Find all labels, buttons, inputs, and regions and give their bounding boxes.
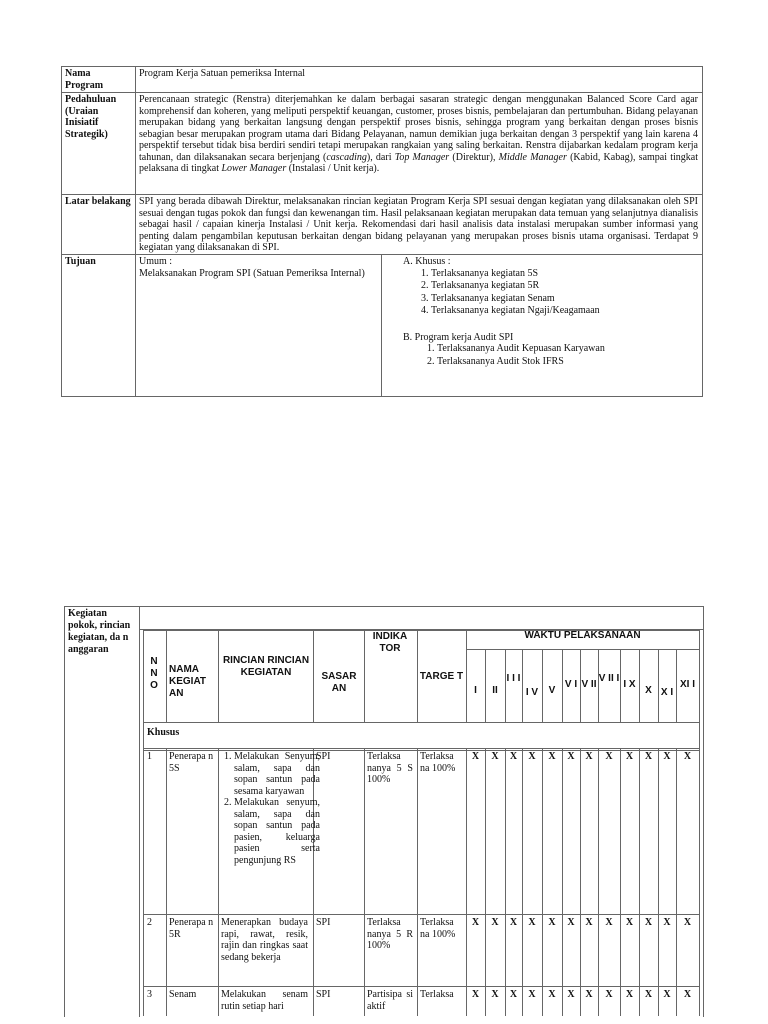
row-target: Terlaksa (420, 989, 454, 1000)
list-item: 1. Terlaksananya Audit Kepuasan Karyawan (437, 343, 693, 356)
month-mark: X (471, 751, 480, 762)
column-divider (676, 748, 677, 1016)
month-mark: X (509, 989, 518, 1000)
row-no: 3 (147, 989, 152, 1000)
row-divider (143, 722, 699, 723)
column-divider (505, 748, 506, 1016)
header-sasaran: SASAR AN (321, 671, 357, 694)
column-divider (218, 748, 219, 1016)
column-divider (218, 630, 219, 722)
month-mark: X (585, 917, 593, 928)
list-item: 3. Terlaksananya kegiatan Senam (431, 293, 693, 306)
nama-program-label: Nama Program (65, 68, 104, 91)
month-header: I I I (506, 673, 521, 684)
row-nama: Penerapa n 5S (169, 751, 214, 774)
list-item: 1. Melakukan Senyum, salam, sapa dan sopan santun pada sesama karyawan (234, 751, 320, 797)
row-indikator: Terlaksa nanya 5 S 100% (367, 751, 413, 785)
column-divider (542, 748, 543, 1016)
month-mark: X (605, 751, 613, 762)
month-mark: X (509, 751, 518, 762)
month-mark: X (491, 989, 499, 1000)
row-indikator: Terlaksa nanya 5 R 100% (367, 917, 413, 951)
row-target: Terlaksa na 100% (420, 917, 456, 940)
row-rincian: Melakukan senam rutin setiap hari (221, 989, 308, 1012)
month-mark: X (509, 917, 518, 928)
row-no: 2 (147, 917, 152, 928)
column-divider (364, 630, 365, 722)
column-divider (485, 748, 486, 1016)
header-target: TARGE T (419, 671, 464, 682)
khusus-a-label: A. Khusus : (403, 256, 451, 267)
header-indikator: INDIKA TOR (372, 631, 408, 654)
row-rincian: Menerapkan budaya rapi, rawat, resik, rajin dan ringkas saat sedang bekerja (221, 917, 308, 963)
khusus-b-label: B. Program kerja Audit SPI (403, 331, 514, 343)
column-divider (313, 630, 314, 722)
nama-program-value: Program Kerja Satuan pemeriksa Internal (139, 68, 306, 79)
month-mark: X (625, 989, 634, 1000)
month-header: V II I (598, 673, 620, 684)
month-header: I X (623, 679, 636, 690)
column-divider (143, 630, 144, 1016)
month-mark: X (625, 751, 634, 762)
month-header: V II (581, 679, 597, 690)
side-label: Kegiatan pokok, rincian kegiatan, da n anggaran (68, 608, 131, 655)
row-divider (143, 986, 699, 987)
month-mark: X (548, 989, 556, 1000)
column-divider (381, 254, 382, 396)
column-divider (699, 630, 700, 1016)
column-divider (598, 649, 599, 722)
list-item: 2. Terlaksananya kegiatan 5R (431, 280, 693, 293)
header-nama: NAMA KEGIAT AN (169, 664, 207, 699)
latar-belakang-label: Latar belakang (65, 196, 131, 207)
month-header: X (645, 685, 652, 696)
month-mark: X (644, 751, 653, 762)
khusus-b-list (403, 343, 693, 368)
month-mark: X (605, 917, 613, 928)
month-header: II (492, 685, 498, 696)
row-no: 1 (147, 751, 152, 762)
month-mark: X (644, 989, 653, 1000)
column-divider (135, 67, 136, 396)
column-divider (562, 748, 563, 1016)
month-mark: X (683, 751, 692, 762)
month-mark: X (663, 917, 671, 928)
month-mark: X (471, 989, 480, 1000)
row-sasaran: SPI (316, 917, 331, 928)
list-item: 2. Melakukan senyum, salam, sapa dan sopan santun pada pasien, keluarga pasien serta pengunjung RS (234, 797, 320, 866)
row-nama: Penerapa n 5R (169, 917, 214, 940)
header-waktu: WAKTU PELAKSANAAN (524, 630, 641, 641)
column-divider (598, 748, 599, 1016)
column-divider (364, 748, 365, 1016)
row-divider (62, 194, 702, 195)
month-mark: X (567, 751, 575, 762)
month-mark: X (567, 989, 575, 1000)
month-mark: X (663, 989, 671, 1000)
month-header: I V (525, 687, 539, 698)
month-mark: X (683, 989, 692, 1000)
column-divider (639, 748, 640, 1016)
header-rincian: RINCIAN RINCIAN KEGIATAN (222, 655, 310, 678)
month-mark: X (528, 989, 536, 1000)
month-mark: X (585, 989, 593, 1000)
row-divider (62, 254, 702, 255)
column-divider (658, 748, 659, 1016)
pendahuluan-label: Pedahuluan (Uraian Inisiatif Strategik) (65, 94, 117, 140)
month-mark: X (683, 917, 692, 928)
column-divider (522, 748, 523, 1016)
list-item: 2. Terlaksananya Audit Stok IFRS (437, 356, 693, 369)
month-mark: X (644, 917, 653, 928)
month-header: V (548, 685, 556, 696)
month-header: XI I (679, 679, 695, 690)
row-rincian-list (222, 751, 320, 866)
column-divider (417, 630, 418, 722)
month-header: V I (564, 679, 578, 690)
column-divider (166, 748, 167, 1016)
column-divider (466, 630, 467, 722)
khusus-a-list (403, 268, 693, 318)
column-divider (139, 607, 140, 1017)
row-sasaran: SPI (316, 751, 331, 762)
month-mark: X (471, 917, 480, 928)
column-divider (522, 649, 523, 722)
column-divider (466, 748, 467, 1016)
program-table (61, 66, 703, 397)
tujuan-label: Tujuan (65, 256, 96, 267)
column-divider (417, 748, 418, 1016)
row-nama: Senam (169, 989, 197, 1000)
latar-belakang-text: SPI yang berada dibawah Direktur, melaksanakan rincian kegiatan Program Kerja SPI sesuai dengan kegiatan yang dilaksanakan oleh SPI sesuai dengan tugas pokok dan fungsi dan kewenangan tim. Hasil pelaksanaan kegiatan merupakan data temuan yang selanjutnya dianalisis sebagai hasil / capaian kinerja Instalasi / Unit kerja. Rekomendasi dari hasil analisis data instalasi merupakan sumber informasi yang penting dalam pengambilan keputusan berkaitan dengan bidang pelayanan yang merupakan proses bisnis utama organisasi. Terdapat 9 kegiatan yang dilaksanakan di SPI. (139, 196, 698, 253)
tujuan-umum (139, 256, 375, 279)
month-mark: X (663, 751, 671, 762)
tujuan-khusus (403, 256, 693, 368)
pendahuluan-text: Perencanaan strategic (Renstra) diterjemahkan ke dalam berbagai sasaran strategic dengan menggunakan Balanced Score Card agar komprehensif dan koheren, yang meliputi perspektif keuangan, customer, proses bisnis, pembelajaran dan pertumbuhan. Bidang pelayanan merupakan bidang yang berkaitan langsung dengan perspektif proses bisnis, sehingga program yang berkaitan dengan proses bisnis sebagian besar merupakan program utama dari Bidang Pelayanan, namun demikian juga berkaitan dengan 3 perspektif yang lain karena 4 perspektif tersebut tidak bisa berdiri sendiri tetapi merupakan rangkaian yang saling berkaitan. Renstra dijabarkan kedalam program kerja tahunan, dan dilaksanakan secara berjenjang (cascading), dari Top Manager (Direktur), Middle Manager (Kabid, Kabag), sampai tingkat pelaksana di tingkat Lower Manager (Instalasi / Unit kerja). (139, 94, 698, 174)
month-mark: X (528, 751, 536, 762)
month-mark: X (528, 917, 536, 928)
month-mark: X (605, 989, 613, 1000)
column-divider (620, 748, 621, 1016)
umum-label: Umum : (139, 256, 173, 267)
column-divider (505, 649, 506, 722)
month-mark: X (567, 917, 575, 928)
row-indikator: Partisipa si aktif (367, 989, 413, 1012)
column-divider (658, 649, 659, 722)
month-mark: X (491, 751, 499, 762)
list-item: 1. Terlaksananya kegiatan 5S (431, 268, 693, 281)
month-header: X I (660, 687, 674, 698)
row-divider (62, 92, 702, 93)
list-item: 4. Terlaksananya kegiatan Ngaji/Keagamaan (431, 305, 693, 318)
section-khusus: Khusus (147, 727, 180, 738)
row-divider (466, 649, 699, 650)
month-mark: X (491, 917, 499, 928)
header-no: N N O (150, 656, 158, 691)
row-sasaran: SPI (316, 989, 331, 1000)
column-divider (580, 748, 581, 1016)
month-mark: X (548, 751, 556, 762)
month-mark: X (585, 751, 593, 762)
umum-text: Melaksanakan Program SPI (Satuan Pemeriksa Internal) (139, 267, 365, 279)
month-header: I (474, 685, 477, 696)
row-divider (143, 914, 699, 915)
month-mark: X (548, 917, 556, 928)
column-divider (166, 630, 167, 722)
month-mark: X (625, 917, 634, 928)
row-target: Terlaksa na 100% (420, 751, 456, 774)
